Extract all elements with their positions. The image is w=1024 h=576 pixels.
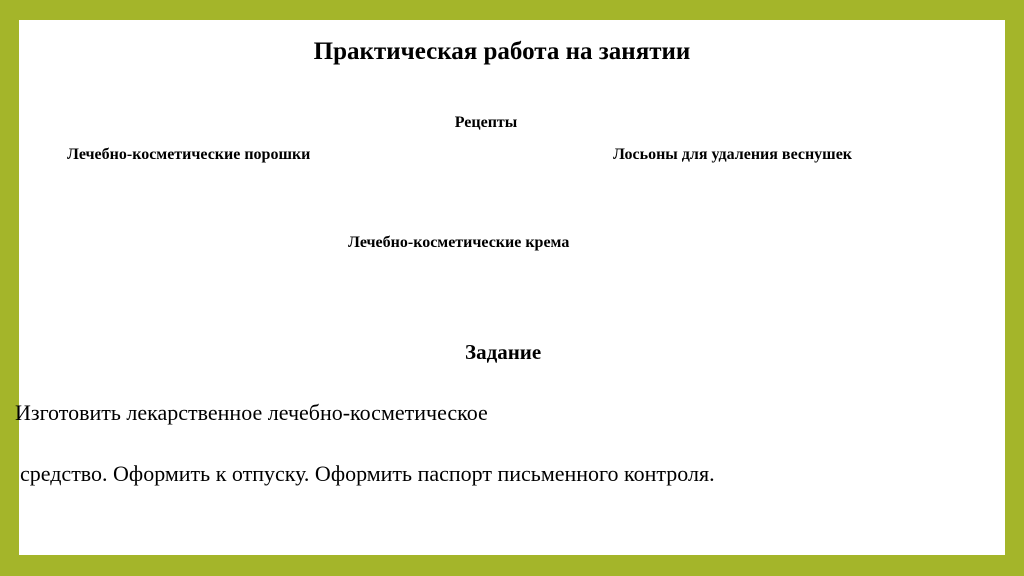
task-text-line-1: Изготовить лекарственное лечебно-косметическое [15, 400, 488, 425]
recipe-lotions: Лосьоны для удаления веснушек [613, 146, 853, 163]
task-text-line-2: средство. Оформить к отпуску. Оформить паспорт письменного контроля. [20, 461, 715, 486]
recipe-powders: Лечебно-косметические порошки [67, 146, 311, 163]
recipes-heading: Рецепты [454, 114, 518, 131]
recipe-creams: Лечебно-косметические крема [348, 234, 570, 251]
task-heading: Задание [465, 340, 542, 364]
slide-canvas [15, 20, 1005, 555]
slide-title: Практическая работа на занятии [313, 38, 691, 65]
